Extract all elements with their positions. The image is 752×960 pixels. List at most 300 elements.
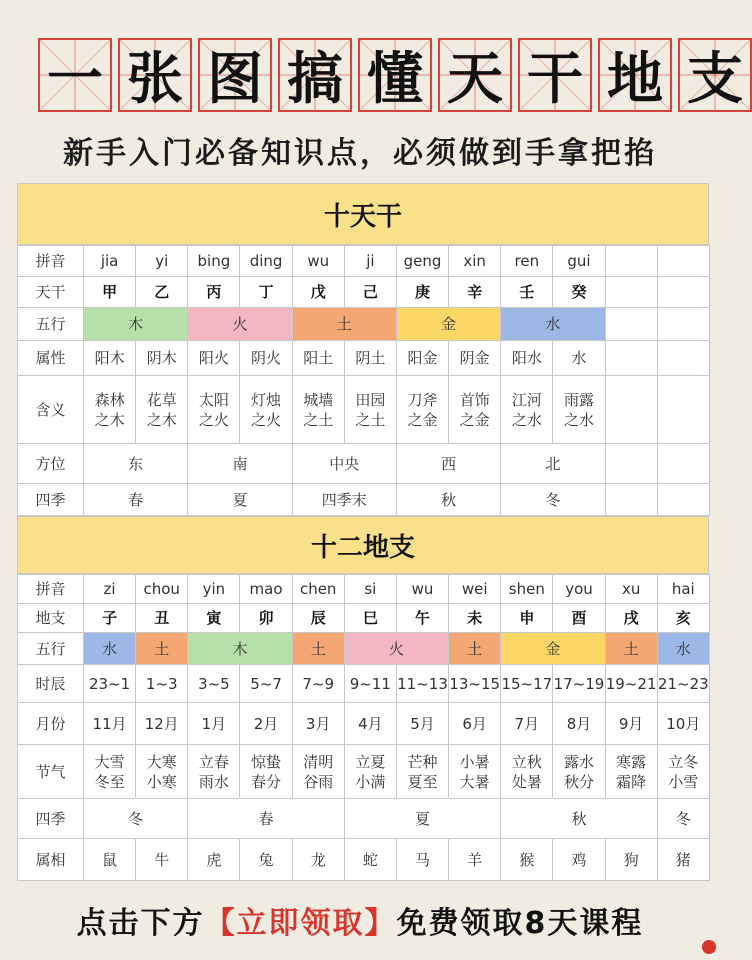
cell-text: 乙 <box>154 283 170 301</box>
cell-text: you <box>565 580 593 598</box>
cell-text: 中央 <box>329 454 360 473</box>
cell-text: 冬 <box>128 809 144 828</box>
cell-text: 小寒 <box>146 772 177 791</box>
cell-text: yin <box>202 580 226 598</box>
cell-text: chou <box>143 580 180 598</box>
dizhi-cell <box>292 703 344 745</box>
tiangan-cell <box>344 376 396 444</box>
dizhi-cell <box>501 799 657 839</box>
cell-text: 寅 <box>206 609 222 627</box>
cell-text: 北 <box>545 454 561 473</box>
cell-text: 秋 <box>571 809 587 828</box>
dizhi-cell <box>84 575 136 604</box>
cell-text: 霜降 <box>616 772 647 791</box>
dizhi-cell <box>449 575 501 604</box>
cell-text: 夏 <box>415 809 431 828</box>
dizhi-cell <box>449 703 501 745</box>
cell-text: 10月 <box>666 714 701 733</box>
cell-text: 之木 <box>94 410 125 429</box>
tiangan-cell <box>605 308 657 341</box>
dizhi-cell <box>344 665 396 703</box>
cell-text: 水 <box>571 349 587 367</box>
dizhi-cell <box>553 604 605 633</box>
tiangan-cell <box>292 444 396 484</box>
cell-text: zi <box>103 580 116 598</box>
tiangan-cell <box>84 308 188 341</box>
dizhi-cell <box>292 575 344 604</box>
tiangan-cell <box>344 341 396 376</box>
dizhi-cell <box>84 839 136 881</box>
cell-text: 土 <box>623 639 639 658</box>
tiangan-cell <box>553 246 605 277</box>
cell-text: wu <box>411 580 434 598</box>
cell-text: ding <box>249 252 283 270</box>
cell-text: 6月 <box>462 714 487 733</box>
tiangan-row <box>18 308 710 341</box>
dizhi-cell <box>84 665 136 703</box>
cell-text: wu <box>307 252 330 270</box>
cell-text: wei <box>461 580 488 598</box>
dizhi-row-label: 月份 <box>18 703 84 745</box>
dizhi-cell <box>605 604 657 633</box>
dizhi-cell <box>396 575 448 604</box>
cell-text: 春 <box>128 490 144 509</box>
tiangan-cell <box>396 277 448 308</box>
cell-text: 南 <box>232 454 248 473</box>
cell-text: 13~15 <box>449 674 501 693</box>
cell-text: jia <box>100 252 119 270</box>
cell-text: 大寒 <box>146 752 177 771</box>
tiangan-cell <box>84 376 136 444</box>
dizhi-cell <box>657 604 709 633</box>
tiangan-cell <box>396 376 448 444</box>
dizhi-row <box>18 839 710 881</box>
cell-text: 丙 <box>206 283 222 301</box>
tiangan-cell <box>136 376 188 444</box>
dizhi-cell <box>344 703 396 745</box>
cell-text: 龙 <box>310 850 326 869</box>
title-char: 搞 <box>278 38 352 112</box>
dizhi-cell <box>501 665 553 703</box>
dizhi-cell <box>605 745 657 799</box>
dizhi-cell <box>188 799 344 839</box>
tiangan-cell <box>501 246 553 277</box>
dizhi-cell <box>84 745 136 799</box>
tiangan-cell <box>344 246 396 277</box>
cell-text: 阴火 <box>251 349 282 367</box>
dizhi-cell <box>84 703 136 745</box>
dizhi-cell <box>136 604 188 633</box>
tiangan-cell <box>553 341 605 376</box>
footer-highlight[interactable]: 【立即领取】 <box>204 906 397 941</box>
tiangan-cell <box>240 341 292 376</box>
cell-text: 西 <box>441 454 457 473</box>
dizhi-row <box>18 575 710 604</box>
cell-text: 7~9 <box>302 674 335 693</box>
tiangan-cell <box>188 484 292 516</box>
cell-text: 狗 <box>623 850 639 869</box>
cell-text: 木 <box>128 315 144 333</box>
tiangan-row-label: 天干 <box>18 277 84 308</box>
cell-text: 牛 <box>154 850 170 869</box>
cell-text: si <box>364 580 377 598</box>
dizhi-cell <box>605 703 657 745</box>
cell-text: 谷雨 <box>303 772 334 791</box>
footer-suffix: 免费领取8天课程 <box>396 906 644 941</box>
tiangan-cell <box>553 376 605 444</box>
cell-text: 阳木 <box>94 349 125 367</box>
dizhi-cell <box>396 604 448 633</box>
cell-text: 秋分 <box>563 772 594 791</box>
cell-text: 巳 <box>362 609 378 627</box>
tiangan-cell <box>396 246 448 277</box>
dizhi-row-label: 四季 <box>18 799 84 839</box>
cell-text: 9~11 <box>349 674 391 693</box>
cell-text: 己 <box>362 283 378 301</box>
tiangan-cell <box>657 246 709 277</box>
cell-text: 阳金 <box>407 349 438 367</box>
tiangan-cell <box>657 376 709 444</box>
cell-text: 土 <box>154 639 170 658</box>
dizhi-cell <box>240 745 292 799</box>
title-char: 地 <box>598 38 672 112</box>
footer-prefix: 点击下方 <box>76 906 205 941</box>
tiangan-cell <box>501 341 553 376</box>
dizhi-row <box>18 604 710 633</box>
cell-text: 之土 <box>303 410 334 429</box>
tiangan-row-label: 五行 <box>18 308 84 341</box>
tiangan-cell <box>292 376 344 444</box>
tiangan-row-label: 含义 <box>18 376 84 444</box>
cell-text: 申 <box>519 609 535 627</box>
corner-badge-icon <box>702 940 716 954</box>
tiangan-cell <box>292 308 396 341</box>
cell-text: 3~5 <box>198 674 230 693</box>
tiangan-cell <box>501 444 605 484</box>
cell-text: chen <box>299 580 337 598</box>
dizhi-cell <box>553 745 605 799</box>
dizhi-cell <box>501 745 553 799</box>
cell-text: 大暑 <box>459 772 490 791</box>
tiangan-cell <box>84 444 188 484</box>
tiangan-cell <box>292 246 344 277</box>
dizhi-cell <box>605 839 657 881</box>
cell-text: 春分 <box>251 772 282 791</box>
dizhi-cell <box>553 703 605 745</box>
cell-text: 冬至 <box>94 772 125 791</box>
tiangan-cell <box>136 277 188 308</box>
cell-text: 之木 <box>146 410 177 429</box>
dizhi-cell <box>240 604 292 633</box>
cell-text: 兔 <box>258 850 274 869</box>
dizhi-row-label: 时辰 <box>18 665 84 703</box>
cell-text: 土 <box>336 315 352 333</box>
cell-text: 之火 <box>198 410 229 429</box>
cell-text: 午 <box>415 609 431 627</box>
cell-text: 阴金 <box>459 349 490 367</box>
title-char: 懂 <box>358 38 432 112</box>
cell-text: 立冬 <box>668 752 699 771</box>
dizhi-cell <box>136 575 188 604</box>
cell-text: 之金 <box>407 410 438 429</box>
cell-text: 蛇 <box>362 850 378 869</box>
dizhi-cell <box>501 839 553 881</box>
tiangan-cell <box>188 376 240 444</box>
cell-text: 之金 <box>459 410 490 429</box>
dizhi-cell <box>396 839 448 881</box>
dizhi-row <box>18 665 710 703</box>
cell-text: 3月 <box>305 714 331 733</box>
dizhi-cell <box>449 745 501 799</box>
dizhi-cell <box>188 575 240 604</box>
cell-text: xu <box>621 580 641 598</box>
cell-text: shen <box>508 580 545 598</box>
tiangan-cell <box>292 277 344 308</box>
cell-text: 露水 <box>563 752 594 771</box>
page-title <box>38 38 752 112</box>
tiangan-cell <box>501 277 553 308</box>
dizhi-cell <box>188 839 240 881</box>
subtitle: 新手入门必备知识点，必须做到手拿把掐 <box>63 136 657 171</box>
dizhi-cell <box>344 633 448 665</box>
tiangan-cell <box>605 246 657 277</box>
cell-text: 甲 <box>102 283 118 301</box>
tiangan-cell <box>188 341 240 376</box>
dizhi-cell <box>188 703 240 745</box>
dizhi-cell <box>188 604 240 633</box>
cell-text: 庚 <box>415 283 431 301</box>
cell-text: 11月 <box>92 714 127 733</box>
tiangan-cell <box>84 277 136 308</box>
tiangan-row <box>18 246 710 277</box>
dizhi-cell <box>344 575 396 604</box>
cell-text: 土 <box>310 639 326 658</box>
cell-text: 土 <box>467 639 483 658</box>
dizhi-cell <box>188 633 292 665</box>
cell-text: 9月 <box>618 714 644 733</box>
dizhi-cell <box>396 745 448 799</box>
tiangan-cell <box>188 444 292 484</box>
cell-text: bing <box>197 252 231 270</box>
cell-text: yi <box>155 252 169 270</box>
dizhi-cell <box>501 703 553 745</box>
tiangan-cell <box>449 246 501 277</box>
title-char: 支 <box>678 38 752 112</box>
dizhi-row <box>18 799 710 839</box>
footer-cta[interactable] <box>0 898 720 942</box>
cell-text: 芒种 <box>407 752 438 771</box>
cell-text: 小暑 <box>459 752 490 771</box>
tiangan-cell <box>240 277 292 308</box>
cell-text: 丁 <box>258 283 274 301</box>
cell-text: 田园 <box>355 390 386 409</box>
dizhi-cell <box>136 839 188 881</box>
dizhi-cell <box>240 665 292 703</box>
tiangan-cell <box>605 444 657 484</box>
cell-text: 21~23 <box>657 674 709 693</box>
dizhi-cell <box>344 799 500 839</box>
cell-text: 之水 <box>511 410 542 429</box>
dizhi-cell <box>657 745 709 799</box>
cell-text: 之火 <box>251 410 282 429</box>
tiangan-cell <box>396 308 500 341</box>
cell-text: 水 <box>545 315 561 333</box>
cell-text: xin <box>463 252 486 270</box>
dizhi-row-label: 地支 <box>18 604 84 633</box>
tiangan-table <box>17 245 710 516</box>
tiangan-cell <box>501 484 605 516</box>
tiangan-row <box>18 484 710 516</box>
tiangan-cell <box>605 484 657 516</box>
cell-text: 未 <box>467 609 483 627</box>
cell-text: 8月 <box>566 714 592 733</box>
tiangan-cell <box>136 341 188 376</box>
tiangan-heading: 十天干 <box>17 183 709 245</box>
tiangan-row-label: 属性 <box>18 341 84 376</box>
cell-text: 清明 <box>303 752 334 771</box>
dizhi-cell <box>344 745 396 799</box>
cell-text: ren <box>514 252 540 270</box>
dizhi-cell <box>449 604 501 633</box>
cell-text: 7月 <box>514 714 540 733</box>
cell-text: 壬 <box>519 283 535 301</box>
cell-text: 2月 <box>253 714 279 733</box>
cell-text: 城墙 <box>303 390 334 409</box>
dizhi-cell <box>657 575 709 604</box>
cell-text: 夏至 <box>407 772 438 791</box>
tiangan-row <box>18 341 710 376</box>
cell-text: 处暑 <box>511 772 542 791</box>
cell-text: 丑 <box>154 609 170 627</box>
dizhi-cell <box>553 839 605 881</box>
tiangan-cell <box>84 246 136 277</box>
cell-text: 金 <box>545 639 561 658</box>
cell-text: 春 <box>258 809 274 828</box>
tiangan-cell <box>501 376 553 444</box>
dizhi-cell <box>657 665 709 703</box>
cell-text: 立春 <box>198 752 229 771</box>
dizhi-cell <box>449 665 501 703</box>
dizhi-cell <box>605 575 657 604</box>
tiangan-row-label: 四季 <box>18 484 84 516</box>
ganzhi-card <box>17 183 709 881</box>
cell-text: 猴 <box>519 850 535 869</box>
dizhi-row <box>18 703 710 745</box>
dizhi-cell <box>136 703 188 745</box>
dizhi-cell <box>396 703 448 745</box>
cell-text: 水 <box>102 639 118 658</box>
dizhi-cell <box>657 799 709 839</box>
cell-text: 酉 <box>571 609 587 627</box>
dizhi-cell <box>240 839 292 881</box>
cell-text: 12月 <box>144 714 179 733</box>
cell-text: 阳火 <box>198 349 229 367</box>
dizhi-row-label: 五行 <box>18 633 84 665</box>
dizhi-cell <box>136 665 188 703</box>
dizhi-cell <box>292 745 344 799</box>
cell-text: 雨露 <box>563 390 594 409</box>
dizhi-cell <box>605 633 657 665</box>
cell-text: 15~17 <box>501 674 553 693</box>
cell-text: 大雪 <box>94 752 125 771</box>
cell-text: 火 <box>232 315 248 333</box>
tiangan-cell <box>605 277 657 308</box>
tiangan-cell <box>292 484 396 516</box>
dizhi-row-label: 节气 <box>18 745 84 799</box>
cell-text: 亥 <box>675 609 691 627</box>
tiangan-cell <box>188 246 240 277</box>
dizhi-cell <box>188 745 240 799</box>
dizhi-cell <box>292 633 344 665</box>
dizhi-cell <box>501 633 605 665</box>
cell-text: 惊蛰 <box>251 752 282 771</box>
cell-text: 戌 <box>623 609 639 627</box>
cell-text: 鼠 <box>102 850 118 869</box>
cell-text: 辛 <box>467 283 483 301</box>
dizhi-cell <box>240 575 292 604</box>
tiangan-row-label: 方位 <box>18 444 84 484</box>
cell-text: 秋 <box>441 490 457 509</box>
cell-text: 森林 <box>94 390 125 409</box>
dizhi-cell <box>136 633 188 665</box>
tiangan-cell <box>344 277 396 308</box>
cell-text: 5~7 <box>250 674 282 693</box>
tiangan-cell <box>188 277 240 308</box>
tiangan-cell <box>657 308 709 341</box>
cell-text: 火 <box>388 639 404 658</box>
tiangan-cell <box>396 444 500 484</box>
tiangan-cell <box>605 341 657 376</box>
cell-text: 东 <box>128 454 144 473</box>
cell-text: 江河 <box>511 390 542 409</box>
tiangan-cell <box>240 376 292 444</box>
tiangan-cell <box>657 444 709 484</box>
dizhi-cell <box>449 839 501 881</box>
cell-text: 羊 <box>467 850 483 869</box>
cell-text: 猪 <box>675 850 691 869</box>
cell-text: 冬 <box>675 809 691 828</box>
title-char: 天 <box>438 38 512 112</box>
cell-text: gui <box>567 252 591 270</box>
dizhi-cell <box>188 665 240 703</box>
tiangan-cell <box>449 277 501 308</box>
dizhi-cell <box>240 703 292 745</box>
tiangan-cell <box>84 341 136 376</box>
title-char: 张 <box>118 38 192 112</box>
tiangan-cell <box>449 376 501 444</box>
cell-text: 卯 <box>258 609 274 627</box>
cell-text: 首饰 <box>459 390 490 409</box>
tiangan-cell <box>657 277 709 308</box>
cell-text: 花草 <box>146 390 177 409</box>
dizhi-cell <box>292 665 344 703</box>
dizhi-cell <box>136 745 188 799</box>
tiangan-cell <box>396 341 448 376</box>
title-char: 干 <box>518 38 592 112</box>
cell-text: 立夏 <box>355 752 386 771</box>
dizhi-row-label: 属相 <box>18 839 84 881</box>
dizhi-cell <box>84 799 188 839</box>
cell-text: 1~3 <box>145 674 178 693</box>
cell-text: 灯烛 <box>251 390 282 409</box>
dizhi-cell <box>501 575 553 604</box>
cell-text: 金 <box>441 315 457 333</box>
dizhi-row <box>18 633 710 665</box>
cell-text: 之土 <box>355 410 386 429</box>
cell-text: 23~1 <box>88 674 131 693</box>
dizhi-cell <box>292 839 344 881</box>
tiangan-cell <box>136 246 188 277</box>
